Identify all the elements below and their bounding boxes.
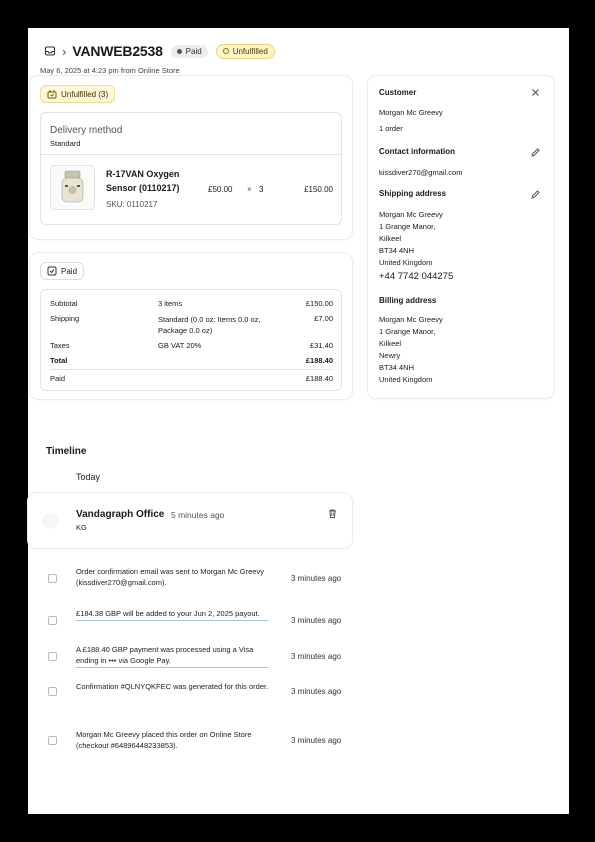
- fulfillment-inner: [40, 112, 342, 225]
- unfulfilled-status-badge: [216, 44, 275, 59]
- payment-card: [30, 253, 352, 399]
- subtotal-amount: £150.00: [305, 299, 333, 308]
- product-sku: SKU: 0110217: [106, 200, 158, 209]
- total-label: Total: [50, 356, 68, 365]
- shipping-desc: Standard (0.0 oz: Items 0.0 oz, Package 0.0 oz): [158, 315, 261, 335]
- event-checkbox[interactable]: [48, 687, 57, 696]
- paid-badge-label: Paid: [61, 266, 78, 276]
- timeline-event: [28, 681, 358, 705]
- times-sign: ×: [247, 185, 252, 194]
- paid-badge: [40, 262, 84, 280]
- taxes-desc: GB VAT 20%: [158, 341, 202, 350]
- billing-line: Newry: [379, 351, 401, 360]
- event-checkbox[interactable]: [48, 652, 57, 661]
- billing-address-title: Billing address: [379, 296, 437, 305]
- event-checkbox[interactable]: [48, 574, 57, 583]
- comment-time: 5 minutes ago: [171, 510, 225, 520]
- order-page: [28, 28, 569, 814]
- event-checkbox[interactable]: [48, 736, 57, 745]
- event-time: 3 minutes ago: [291, 616, 342, 625]
- event-text[interactable]: £184.38 GBP will be added to your Jun 2, 2025 payout.: [76, 608, 268, 621]
- shipping-line: Kilkeel: [379, 234, 402, 243]
- edit-pencil-icon[interactable]: [530, 147, 541, 158]
- edit-pencil-icon[interactable]: [530, 189, 541, 200]
- dot-icon: [177, 49, 182, 54]
- trash-icon[interactable]: [327, 508, 338, 519]
- ring-icon: [223, 48, 229, 54]
- comment-text: KG: [76, 523, 87, 532]
- delivery-method-label: Delivery method: [50, 125, 123, 136]
- product-name-line2[interactable]: Sensor (0110217): [106, 183, 180, 193]
- delivery-method-value: Standard: [50, 139, 81, 148]
- subtotal-desc: 3 items: [158, 299, 183, 308]
- unfulfilled-status-label: Unfulfilled: [232, 46, 268, 56]
- quantity: 3: [259, 185, 264, 194]
- shipping-line: 1 Grange Manor,: [379, 222, 436, 231]
- line-total: £150.00: [304, 185, 333, 194]
- product-name-line1[interactable]: R-17VAN Oxygen: [106, 169, 180, 179]
- event-text: Morgan Mc Greevy placed this order on Online Store (checkout #64896448233853).: [76, 730, 252, 750]
- unit-price: £50.00: [208, 185, 233, 194]
- timeline-event: [28, 566, 358, 590]
- event-text: Confirmation #QLNYQKFEC was generated for this order.: [76, 682, 269, 691]
- event-time: 3 minutes ago: [291, 736, 342, 745]
- timeline-comment: [28, 493, 352, 548]
- event-checkbox[interactable]: [48, 616, 57, 625]
- event-time: 3 minutes ago: [291, 687, 342, 696]
- shipping-line: Morgan Mc Greevy: [379, 210, 443, 219]
- taxes-label: Taxes: [50, 341, 70, 350]
- timeline-today: Today: [76, 472, 101, 482]
- comment-author: Vandagraph Office: [76, 509, 165, 520]
- paid-label: Paid: [50, 374, 66, 383]
- event-text: Order confirmation email was sent to Morgan Mc Greevy (kissdiver270@gmail.com).: [76, 567, 264, 587]
- taxes-amount: £31.40: [310, 341, 333, 350]
- order-id: VANWEB2538: [72, 43, 163, 59]
- customer-name[interactable]: Morgan Mc Greevy: [379, 108, 443, 117]
- event-text[interactable]: A £188.40 GBP payment was processed using a Visa ending in ••• via Google Pay.: [76, 644, 268, 668]
- order-date: May 6, 2025 at 4:23 pm from Online Store: [40, 66, 180, 75]
- billing-line: 1 Grange Manor,: [379, 327, 436, 336]
- oxygen-sensor-image: [51, 166, 94, 209]
- total-amount: £188.40: [305, 356, 333, 365]
- customer-orders[interactable]: 1 order: [379, 124, 403, 133]
- customer-card: [368, 76, 554, 398]
- event-time: 3 minutes ago: [291, 652, 342, 661]
- contact-title: Contact information: [379, 147, 455, 156]
- unfulfilled-count-badge: [40, 85, 115, 103]
- customer-title: Customer: [379, 88, 417, 97]
- checkbox-checked-icon: [47, 266, 57, 276]
- shipping-line: United Kingdom: [379, 258, 433, 267]
- unfulfilled-count-label: Unfulfilled (3): [61, 89, 109, 99]
- inbox-icon[interactable]: [44, 45, 56, 57]
- divider: [41, 154, 341, 155]
- close-icon[interactable]: [530, 87, 541, 98]
- subtotal-label: Subtotal: [50, 299, 78, 308]
- package-icon: [47, 89, 57, 99]
- paid-status-label: Paid: [185, 46, 202, 56]
- timeline-event: [28, 729, 358, 753]
- shipping-amount: £7.00: [314, 314, 333, 323]
- chevron-right-icon: ›: [62, 43, 67, 59]
- customer-phone[interactable]: +44 7742 044275: [379, 271, 454, 282]
- billing-line: BT34 4NH: [379, 363, 415, 372]
- customer-email[interactable]: kissdiver270@gmail.com: [379, 168, 463, 177]
- product-thumbnail[interactable]: [50, 165, 95, 210]
- timeline-event: [28, 644, 358, 670]
- billing-line: United Kingdom: [379, 375, 433, 384]
- billing-line: Kilkeel: [379, 339, 402, 348]
- payment-summary: [40, 289, 342, 391]
- order-header: [44, 43, 275, 59]
- fulfillment-card: [30, 76, 352, 239]
- shipping-line: BT34 4NH: [379, 246, 415, 255]
- billing-line: Morgan Mc Greevy: [379, 315, 443, 324]
- shipping-address-title: Shipping address: [379, 189, 447, 198]
- paid-status-badge: [171, 45, 208, 58]
- timeline-title: Timeline: [46, 446, 87, 457]
- event-time: 3 minutes ago: [291, 574, 342, 583]
- divider: [50, 369, 333, 370]
- shipping-label: Shipping: [50, 314, 80, 323]
- timeline-event: [28, 608, 358, 634]
- paid-amount: £188.40: [305, 374, 333, 383]
- avatar: [42, 513, 58, 529]
